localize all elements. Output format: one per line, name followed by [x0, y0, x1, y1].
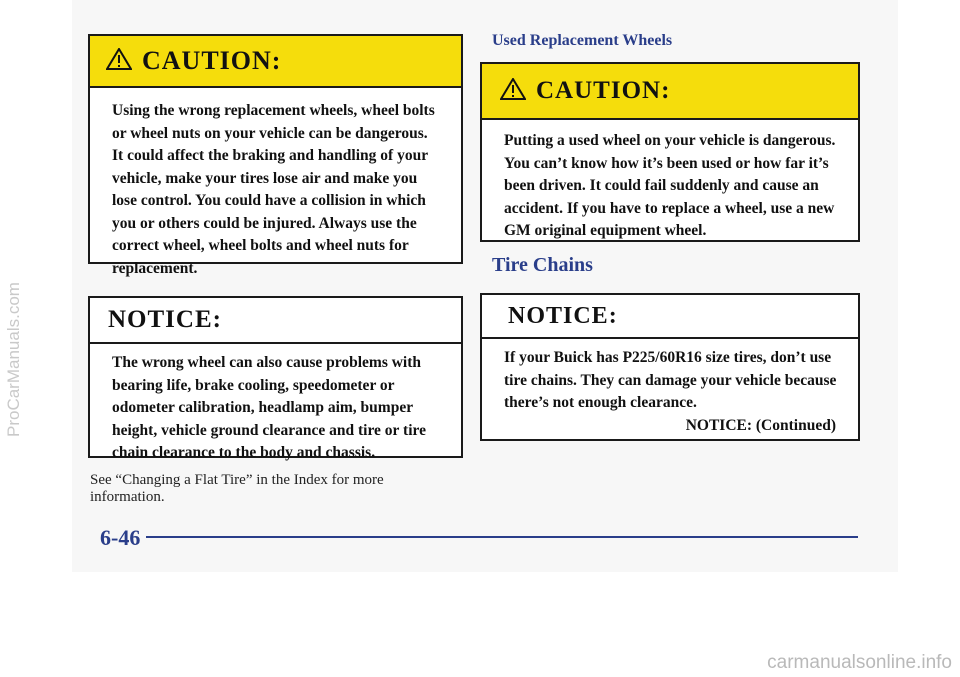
caution-header: [482, 64, 858, 120]
notice-box-left: [88, 296, 463, 461]
see-index-note: See “Changing a Flat Tire” in the Index for more information.: [90, 472, 384, 505]
caution-box-left: [88, 34, 463, 277]
notice-header: [90, 298, 461, 344]
caution-box-right: [480, 62, 860, 242]
warning-triangle-icon: [106, 48, 132, 75]
side-watermark: ProCarManuals.com: [4, 282, 23, 438]
caution-header: [90, 36, 461, 88]
notice-box-right: [480, 293, 860, 441]
notice-header: [482, 295, 858, 339]
notice-title: NOTICE:: [108, 306, 222, 333]
warning-triangle-icon: [500, 78, 526, 105]
footer-watermark: carmanualsonline.info: [767, 652, 952, 673]
page-number: 6-46: [100, 525, 141, 550]
notice-continued: NOTICE: (Continued): [685, 416, 836, 434]
caution-title: CAUTION:: [536, 77, 671, 104]
notice-text: [482, 339, 858, 437]
heading-tire-chains: Tire Chains: [492, 254, 593, 276]
heading-used-replacement-wheels: Used Replacement Wheels: [492, 32, 673, 49]
caution-text: Putting a used wheel on your vehicle is dangerous. You can’t know how it’s been used or how far it’s been driven. It could fail suddenly and cause an accident. If you have to replace a wheel, use a new GM original equipment wheel.: [504, 132, 836, 239]
caution-text: Using the wrong replacement wheels, wheel bolts or wheel nuts on your vehicle can be dangerous. It could affect the braking and handling of your vehicle, make your tires lose air and make you lose control. You could have a collision in which you or others could be injured. Always use the correct wheel, wheel bolts and wheel nuts for replacement.: [112, 102, 435, 277]
notice-text: The wrong wheel can also cause problems with bearing life, brake cooling, speedometer or odometer calibration, headlamp aim, bumper height, vehicle ground clearance and tire or tire chain clearance to the body and chassis.: [112, 354, 426, 461]
notice-title: NOTICE:: [508, 302, 618, 329]
caution-title: CAUTION:: [142, 46, 282, 75]
notice-body: If your Buick has P225/60R16 size tires, don’t use tire chains. They can damage your vehicle because there’s not enough clearance.: [504, 349, 837, 411]
page-number-rule: [146, 536, 858, 538]
